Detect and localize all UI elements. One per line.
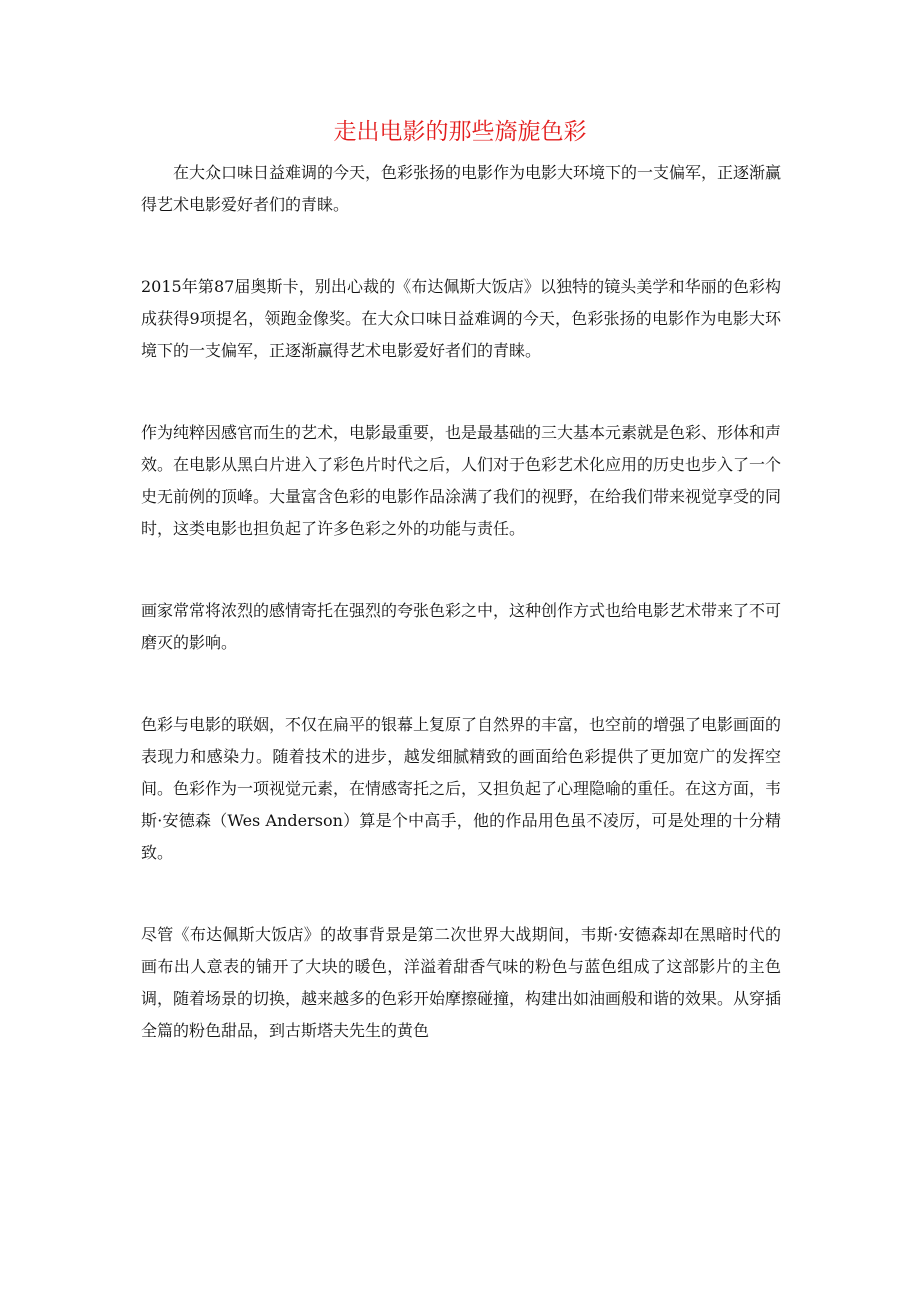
paragraph-color-and-film: 色彩与电影的联姻，不仅在扁平的银幕上复原了自然界的丰富，也空前的增强了电影画面的表现力和感染力。随着技术的进步，越发细腻精致的画面给色彩提供了更加宽广的发挥空间。色彩作为一项视觉元素，在情感寄托之后，又担负起了心理隐喻的重任。在这方面，韦斯·安德森（Wes Anderson）算是个中高手，他的作品用色虽不凌厉，可是处理的十分精致。 — [141, 715, 782, 862]
paragraph-intro: 在大众口味日益难调的今天，色彩张扬的电影作为电影大环境下的一支偏军，正逐渐赢得艺术电影爱好者们的青睐。 — [141, 163, 782, 214]
document-body — [141, 157, 781, 1047]
paragraph-painters: 画家常常将浓烈的感情寄托在强烈的夸张色彩之中，这种创作方式也给电影艺术带来了不可磨灭的影响。 — [141, 601, 782, 652]
paragraph-oscar: 2015年第87届奥斯卡，别出心裁的《布达佩斯大饭店》以独特的镜头美学和华丽的色彩构成获得9项提名，领跑金像奖。在大众口味日益难调的今天，色彩张扬的电影作为电影大环境下的一支偏军，正逐渐赢得艺术电影爱好者们的青睐。 — [141, 277, 781, 360]
document-title: 走出电影的那些旖旎色彩 — [333, 119, 587, 145]
paragraph-film-elements: 作为纯粹因感官而生的艺术，电影最重要，也是最基础的三大基本元素就是色彩、形体和声效。在电影从黑白片进入了彩色片时代之后，人们对于色彩艺术化应用的历史也步入了一个史无前例的顶峰。大量富含色彩的电影作品涂满了我们的视野，在给我们带来视觉享受的同时，这类电影也担负起了许多色彩之外的功能与责任。 — [141, 423, 782, 538]
paragraph-grand-budapest: 尽管《布达佩斯大饭店》的故事背景是第二次世界大战期间，韦斯·安德森却在黑暗时代的画布出人意表的铺开了大块的暖色，洋溢着甜香气味的粉色与蓝色组成了这部影片的主色调，随着场景的切换，越来越多的色彩开始摩擦碰撞，构建出如油画般和谐的效果。从穿插全篇的粉色甜品，到古斯塔夫先生的黄色 — [141, 925, 782, 1040]
